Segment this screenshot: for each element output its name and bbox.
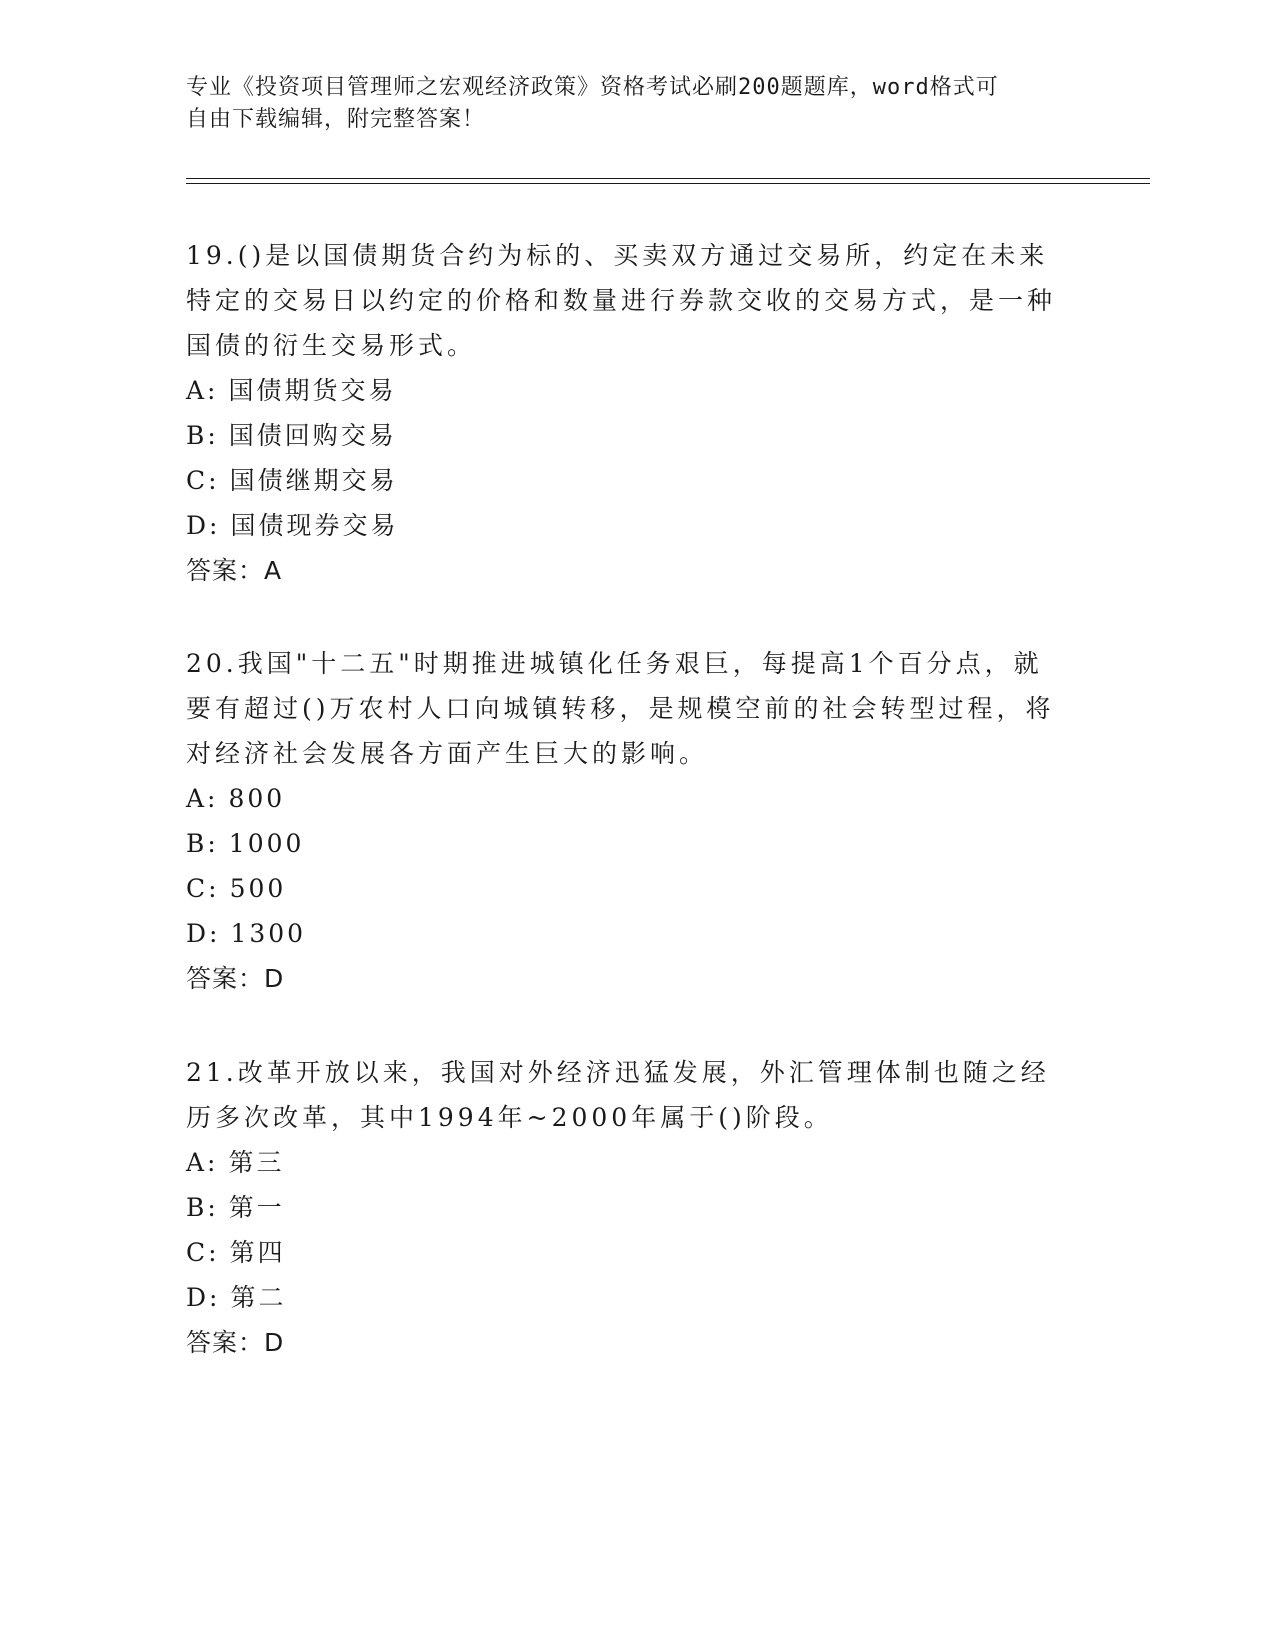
question-stem: 21.改革开放以来，我国对外经济迅猛发展，外汇管理体制也随之经历多次改革，其中1994年~2000年属于()阶段。 (186, 1058, 1050, 1132)
option-d (186, 911, 1066, 956)
option-letter: A: (186, 376, 219, 405)
option-letter: B: (186, 1193, 219, 1222)
option-text: 第三 (228, 1148, 285, 1177)
option-letter: A: (186, 784, 219, 813)
option-d (186, 1275, 1066, 1320)
answer-line: 答案：D (186, 964, 285, 993)
option-letter: A: (186, 1148, 219, 1177)
header-divider-top (186, 178, 1150, 179)
option-a (186, 1140, 1066, 1185)
option-text: 800 (228, 784, 286, 813)
option-letter: C: (186, 1238, 220, 1267)
option-text: 国债继期交易 (229, 466, 398, 495)
option-letter: D: (186, 511, 221, 540)
option-text: 国债期货交易 (228, 376, 397, 405)
option-text: 1300 (230, 919, 307, 948)
option-text: 国债回购交易 (228, 421, 397, 450)
document-header: 专业《投资项目管理师之宏观经济政策》资格考试必刷200题题库，word格式可 自由下载编辑，附完整答案！ (186, 75, 999, 132)
answer-line: 答案：A (186, 556, 283, 585)
header-divider-bottom (186, 183, 1150, 184)
option-c (186, 458, 1066, 503)
question-20 (186, 641, 1066, 1001)
option-c (186, 1230, 1066, 1275)
option-text: 500 (229, 874, 287, 903)
option-d (186, 503, 1066, 548)
option-b (186, 1185, 1066, 1230)
option-text: 第二 (230, 1283, 287, 1312)
question-21 (186, 1050, 1066, 1365)
option-letter: D: (186, 1283, 221, 1312)
option-letter: C: (186, 874, 220, 903)
option-letter: B: (186, 829, 219, 858)
question-19 (186, 233, 1066, 593)
option-b (186, 821, 1066, 866)
option-text: 第一 (228, 1193, 285, 1222)
option-text: 第四 (229, 1238, 286, 1267)
question-stem: 20.我国"十二五"时期推进城镇化任务艰巨，每提高1个百分点，就要有超过()万农村人口向城镇转移，是规模空前的社会转型过程，将对经济社会发展各方面产生巨大的影响。 (186, 649, 1055, 768)
option-a (186, 776, 1066, 821)
question-stem: 19.()是以国债期货合约为标的、买卖双方通过交易所，约定在未来特定的交易日以约定的价格和数量进行券款交收的交易方式，是一种国债的衍生交易形式。 (186, 241, 1057, 360)
option-b (186, 413, 1066, 458)
option-letter: B: (186, 421, 219, 450)
answer-line: 答案：D (186, 1328, 285, 1357)
option-a (186, 368, 1066, 413)
option-text: 1000 (228, 829, 305, 858)
option-c (186, 866, 1066, 911)
option-text: 国债现券交易 (230, 511, 399, 540)
option-letter: D: (186, 919, 221, 948)
option-letter: C: (186, 466, 220, 495)
